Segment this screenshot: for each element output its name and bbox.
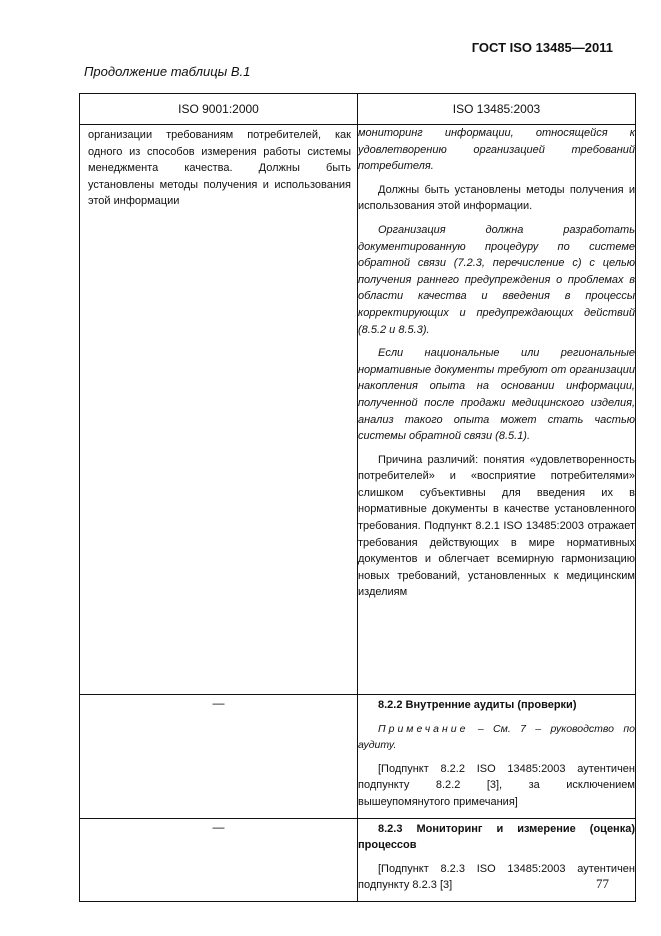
paragraph: Организация должна разработать документированную процедуру по системе обратной связи (7.2.3, перечисление с) с целью получения раннего предупреждения о проблемах в области качества и введения в процессы корректирующих и предупреждающих действий (8.5.2 и 8.5.3). xyxy=(358,223,635,336)
table-cell-iso13485 xyxy=(358,818,636,901)
comparison-table xyxy=(79,93,636,902)
paragraph: [Подпункт 8.2.2 ISO 13485:2003 аутентичен подпункту 8.2.2 [3], за исключением вышеупомянутого примечания] xyxy=(358,762,635,808)
note-label: Примечание xyxy=(378,722,469,735)
column-header-iso13485: ISO 13485:2003 xyxy=(358,94,636,125)
paragraph: Должны быть установлены методы получения и использования этой информации. xyxy=(358,183,635,213)
column-header-iso9001: ISO 9001:2000 xyxy=(80,94,358,125)
paragraph: [Подпункт 8.2.3 ISO 13485:2003 аутентичен подпункту 8.2.3 [3] xyxy=(358,862,635,892)
table-cell-iso13485 xyxy=(358,125,636,695)
table-caption: Продолжение таблицы В.1 xyxy=(84,64,251,79)
table-cell-iso13485 xyxy=(358,695,636,819)
paragraph: Если национальные или региональные нормативные документы требуют от организации накопления опыта на основании информации, полученной после продажи медицинского изделия, анализ такого опыта может стать частью системы обратной связи (8.5.1). xyxy=(358,347,635,443)
paragraph: мониторинг информации, относящейся к удовлетворению организацией требований потребителя. xyxy=(358,127,635,173)
clause-title: 8.2.2 Внутренние аудиты (проверки) xyxy=(378,699,577,711)
table-cell-iso9001 xyxy=(80,125,358,695)
table-row xyxy=(80,695,636,819)
table-row xyxy=(80,125,636,695)
document-header: ГОСТ ISO 13485—2011 xyxy=(471,40,613,55)
cell-text: организации требованиям потребителей, как одного из способов измерения работы системы менеджмента качества. Должны быть установлены методы получения и использования этой информации xyxy=(88,129,351,208)
clause-title: 8.2.3 Мониторинг и измерение (оценка) процессов xyxy=(358,822,635,852)
note-text: – См. 7 – руководство по аудиту. xyxy=(358,722,635,752)
table-cell-iso9001: — xyxy=(80,818,358,901)
table-cell-iso9001: — xyxy=(80,695,358,819)
table-row xyxy=(80,818,636,901)
page-number: 77 xyxy=(596,876,609,891)
paragraph: Причина различий: понятия «удовлетворенность потребителей» и «восприятие потребителями» слишком субъективны для введения их в нормативные документы в качестве установленного требования. Подпункт 8.2.1 ISO 13485:2003 отражает требования действующих в мире нормативных документов и облегчает всемирную гармонизацию новых требований, установленных к медицинским изделиям xyxy=(358,453,635,599)
table-header-row xyxy=(80,94,636,125)
note xyxy=(358,721,635,754)
